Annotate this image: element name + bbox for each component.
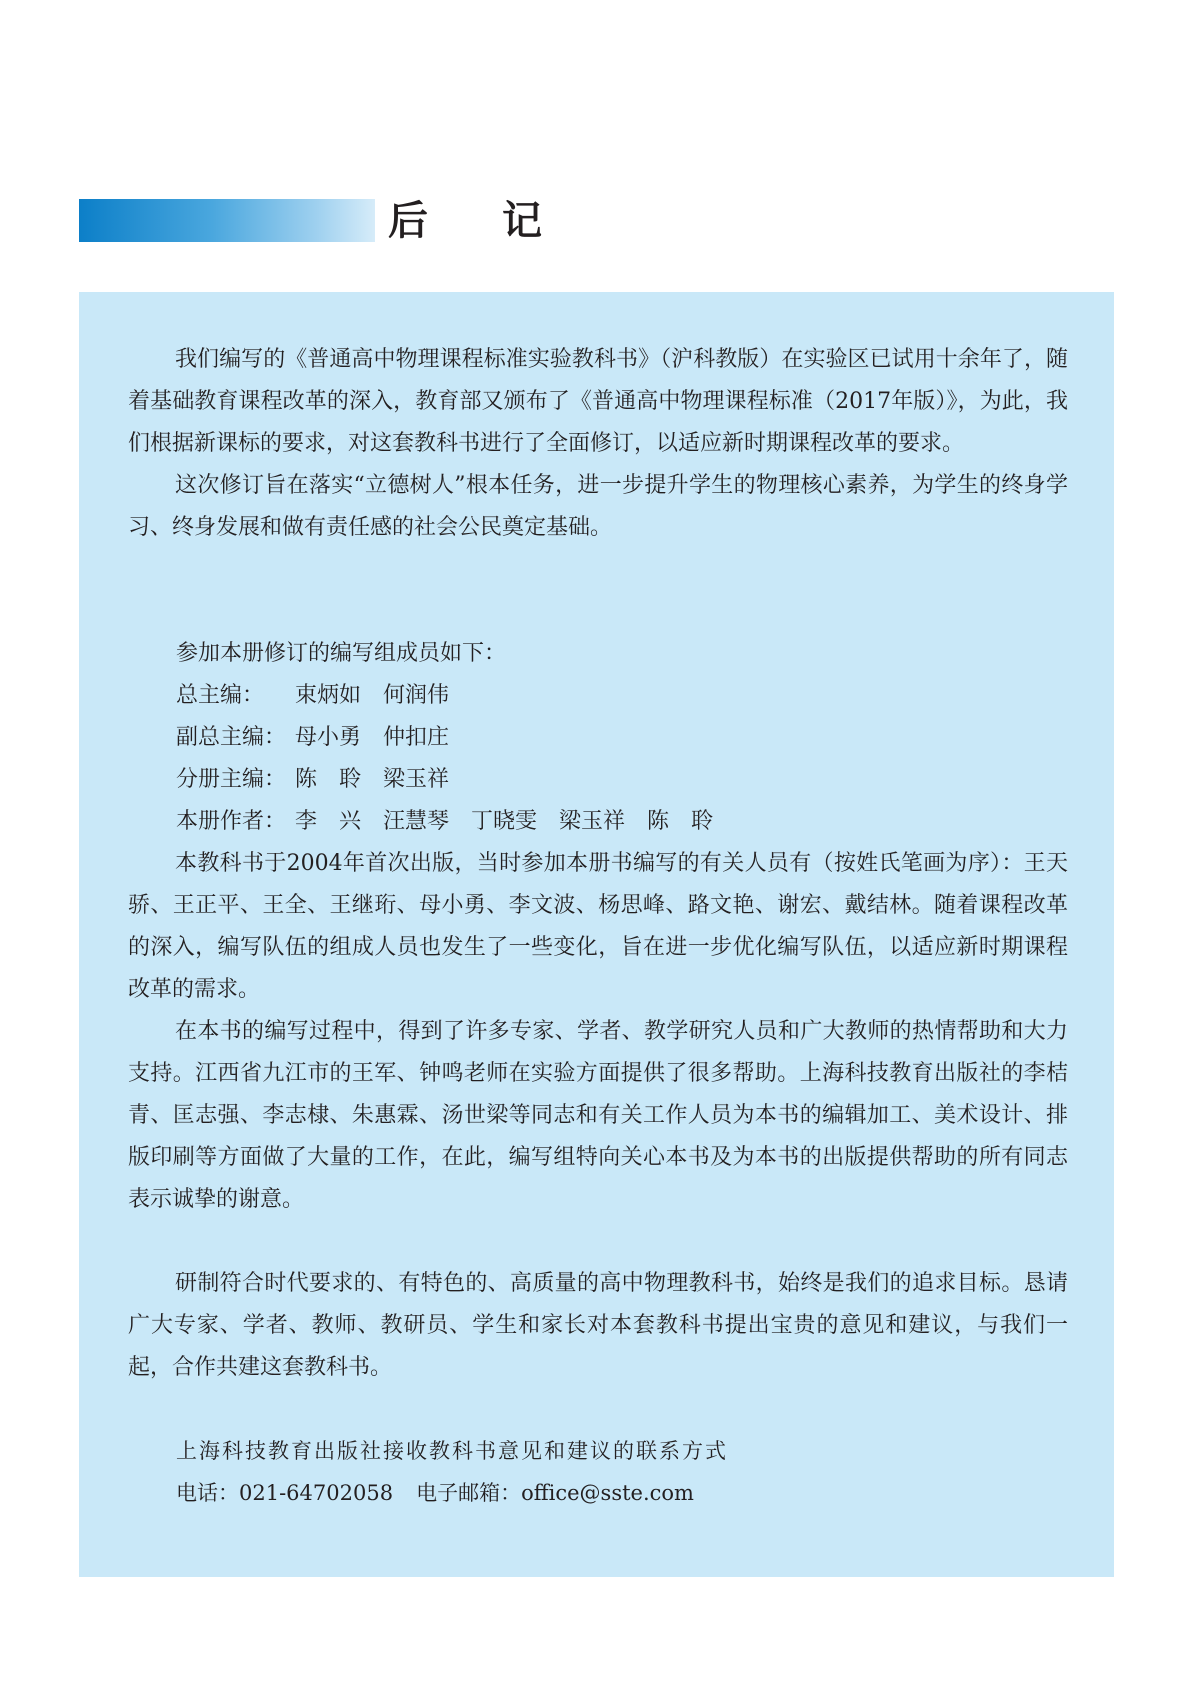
phone-label: 电话： (176, 1481, 239, 1505)
contact-heading: 上海科技教育出版社接收教科书意见和建议的联系方式 (176, 1439, 728, 1463)
team-row-chief-editor (176, 675, 713, 717)
page-title: 后记 (388, 198, 616, 244)
team-row-label: 副总主编： (176, 725, 287, 750)
team-heading: 参加本册修订的编写组成员如下： (176, 641, 507, 666)
team-row-authors (176, 801, 713, 843)
history-paragraph: 在本书的编写过程中，得到了许多专家、学者、教学研究人员和广大教师的热情帮助和大力支持。江西省九江市的王军、钟鸣老师在实验方面提供了很多帮助。上海科技教育出版社的李桔青、匡志强、李志棣、朱惠霖、汤世梁等同志和有关工作人员为本书的编辑加工、美术设计、排版印刷等方面做了大量的工作，在此，编写组特向关心本书及为本书的出版提供帮助的所有同志表示诚挚的谢意。 (128, 1019, 1068, 1212)
contact-line (176, 1472, 728, 1514)
intro-section (128, 339, 1068, 549)
team-row-names: 陈 聆 梁玉祥 (295, 767, 450, 792)
team-row-label: 总主编： (176, 683, 265, 708)
closing-section (128, 1263, 1068, 1389)
team-row-names: 母小勇 仲扣庄 (295, 725, 450, 750)
email-label: 电子邮箱： (416, 1481, 522, 1505)
history-paragraph: 本教科书于2004年首次出版，当时参加本册书编写的有关人员有（按姓氏笔画为序）：王天骄、王正平、王全、王继珩、母小勇、李文波、杨思峰、路文艳、谢宏、戴结林。随着课程改革的深入，编写队伍的组成人员也发生了一些变化，旨在进一步优化编写队伍，以适应新时期课程改革的需求。 (128, 851, 1068, 1002)
title-gradient-bar (79, 199, 375, 242)
team-row-names: 束炳如 何润伟 (295, 683, 450, 708)
team-row-label: 本册作者： (176, 809, 287, 834)
email-address: office@sste.com (521, 1481, 694, 1505)
closing-paragraph: 研制符合时代要求的、有特色的、高质量的高中物理教科书，始终是我们的追求目标。恳请广大专家、学者、教师、教研员、学生和家长对本套教科书提出宝贵的意见和建议，与我们一起，合作共建这套教科书。 (128, 1271, 1068, 1380)
intro-paragraph: 我们编写的《普通高中物理课程标准实验教科书》（沪科教版）在实验区已试用十余年了，随着基础教育课程改革的深入，教育部又颁布了《普通高中物理课程标准（2017年版）》，为此，我们根据新课标的要求，对这套教科书进行了全面修订，以适应新时期课程改革的要求。 (128, 347, 1068, 456)
phone-number: 021-64702058 (239, 1481, 394, 1505)
intro-paragraph: 这次修订旨在落实“立德树人”根本任务，进一步提升学生的物理核心素养，为学生的终身学习、终身发展和做有责任感的社会公民奠定基础。 (128, 473, 1068, 540)
history-section (128, 843, 1068, 1221)
editorial-team (176, 633, 713, 843)
team-row-names: 李 兴 汪慧琴 丁晓雯 梁玉祥 陈 聆 (295, 809, 714, 834)
team-row-volume-editor (176, 759, 713, 801)
team-row-label: 分册主编： (176, 767, 287, 792)
team-row-deputy-editor (176, 717, 713, 759)
contact-section (176, 1430, 728, 1514)
